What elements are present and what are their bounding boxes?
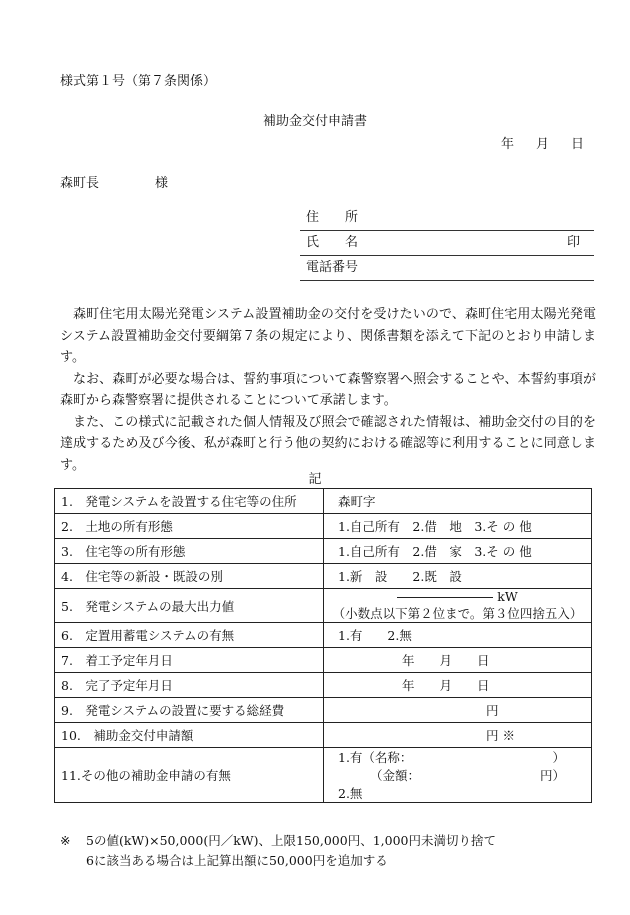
addressee xyxy=(60,172,168,191)
subsidy-name-label: 1.有（名称： xyxy=(338,750,413,765)
new-existing-options: 1.新 設 2.既 設 xyxy=(338,569,462,584)
seal-mark: 印 xyxy=(566,235,580,250)
ki-heading: 記 xyxy=(308,472,322,487)
name-row[interactable] xyxy=(300,231,594,256)
row-label: 3. 住宅等の所有形態 xyxy=(55,539,324,564)
row-label: 2. 土地の所有形態 xyxy=(55,514,324,539)
row-value[interactable] xyxy=(324,648,592,673)
subsidy-amount-label: （金額： xyxy=(370,768,421,783)
row-value[interactable] xyxy=(324,623,592,648)
house-ownership-options: 1.自己所有 2.借 家 3.そ の 他 xyxy=(338,544,532,559)
date-line xyxy=(501,133,584,152)
address-prefix: 森町字 xyxy=(338,494,376,509)
table-row xyxy=(55,748,592,803)
table-row xyxy=(55,564,592,589)
asterisk-mark: ※ xyxy=(60,833,71,848)
row-value[interactable] xyxy=(324,514,592,539)
table-row xyxy=(55,723,592,748)
row-value[interactable] xyxy=(324,748,592,803)
paragraph-privacy: また、この様式に記載された個人情報及び照会で確認された情報は、補助金交付の目的を達成するため及び今後、私が森町と行う他の契約における確認等に利用することに同意します。 xyxy=(60,414,596,473)
start-date: 年 月 日 xyxy=(402,653,490,668)
subsidy-name-close: ） xyxy=(552,750,565,765)
table-row xyxy=(55,489,592,514)
row-label: 10. 補助金交付申請額 xyxy=(55,723,324,748)
phone-row[interactable] xyxy=(300,256,594,281)
footnote-line-1 xyxy=(60,831,496,851)
row-label: 9. 発電システムの設置に要する総経費 xyxy=(55,698,324,723)
table-row xyxy=(55,648,592,673)
detail-table xyxy=(54,488,592,803)
row-label: 6. 定置用蓄電システムの有無 xyxy=(55,623,324,648)
row-label: 4. 住宅等の新設・既設の別 xyxy=(55,564,324,589)
form-number: 様式第１号（第７条関係） xyxy=(60,74,217,89)
row-value[interactable] xyxy=(324,698,592,723)
other-subsidy-amount xyxy=(330,766,585,784)
requested-amount: 円 ※ xyxy=(486,728,515,743)
other-subsidy-yes xyxy=(330,748,585,766)
addressee-honorific: 様 xyxy=(155,176,169,191)
row-label: 8. 完了予定年月日 xyxy=(55,673,324,698)
addressee-name: 森町長 xyxy=(60,176,100,191)
total-cost: 円 xyxy=(486,703,499,718)
table-row xyxy=(55,514,592,539)
row-value[interactable] xyxy=(324,564,592,589)
date-month: 月 xyxy=(535,137,549,152)
paragraph-consent-police: なお、森町が必要な場合は、誓約事項について森警察署へ照会することや、本誓約事項が森町から森警察署に提供されることについて承諾します。 xyxy=(60,371,596,408)
body-text xyxy=(60,304,596,476)
other-subsidy-no: 2.無 xyxy=(338,786,363,801)
table-row xyxy=(55,673,592,698)
table-row xyxy=(55,623,592,648)
kw-input-line xyxy=(330,589,585,604)
kw-rounding-note: （小数点以下第２位まで。第３位四捨五入） xyxy=(332,606,583,621)
row-value[interactable] xyxy=(324,539,592,564)
land-ownership-options: 1.自己所有 2.借 地 3.そ の 他 xyxy=(338,519,532,534)
completion-date: 年 月 日 xyxy=(402,678,490,693)
address-row[interactable] xyxy=(300,206,594,231)
table-row xyxy=(55,539,592,564)
document-title: 補助金交付申請書 xyxy=(262,114,367,129)
row-value[interactable] xyxy=(324,673,592,698)
footnotes xyxy=(60,831,496,871)
address-label: 住 所 xyxy=(306,210,359,225)
date-year: 年 xyxy=(500,137,514,152)
table-row xyxy=(55,589,592,623)
applicant-block xyxy=(300,206,594,281)
row-value[interactable] xyxy=(324,489,592,514)
paragraph-application: 森町住宅用太陽光発電システム設置補助金の交付を受けたいので、森町住宅用太陽光発電システム設置補助金交付要綱第７条の規定により、関係書類を添えて下記のとおり申請します。 xyxy=(60,307,596,365)
row-label: 1. 発電システムを設置する住宅等の住所 xyxy=(55,489,324,514)
storage-options: 1.有 2.無 xyxy=(338,628,412,643)
row-label: 7. 着工予定年月日 xyxy=(55,648,324,673)
phone-label: 電話番号 xyxy=(306,260,359,275)
row-label: 5. 発電システムの最大出力値 xyxy=(55,589,324,623)
subsidy-amount-close: 円） xyxy=(539,768,565,783)
row-label: 11.その他の補助金申請の有無 xyxy=(55,748,324,803)
row-value[interactable] xyxy=(324,723,592,748)
kw-unit: kW xyxy=(497,589,518,604)
table-row xyxy=(55,698,592,723)
row-value[interactable] xyxy=(324,589,592,623)
date-day: 日 xyxy=(570,137,584,152)
name-label: 氏 名 xyxy=(306,235,359,250)
footnote-line-2: 6に該当ある場合は上記算出額に50,000円を追加する xyxy=(86,853,388,868)
calc-rule: 5の値(kW)×50,000(円／kW)、上限150,000円、1,000円未満切り捨て xyxy=(86,833,496,848)
